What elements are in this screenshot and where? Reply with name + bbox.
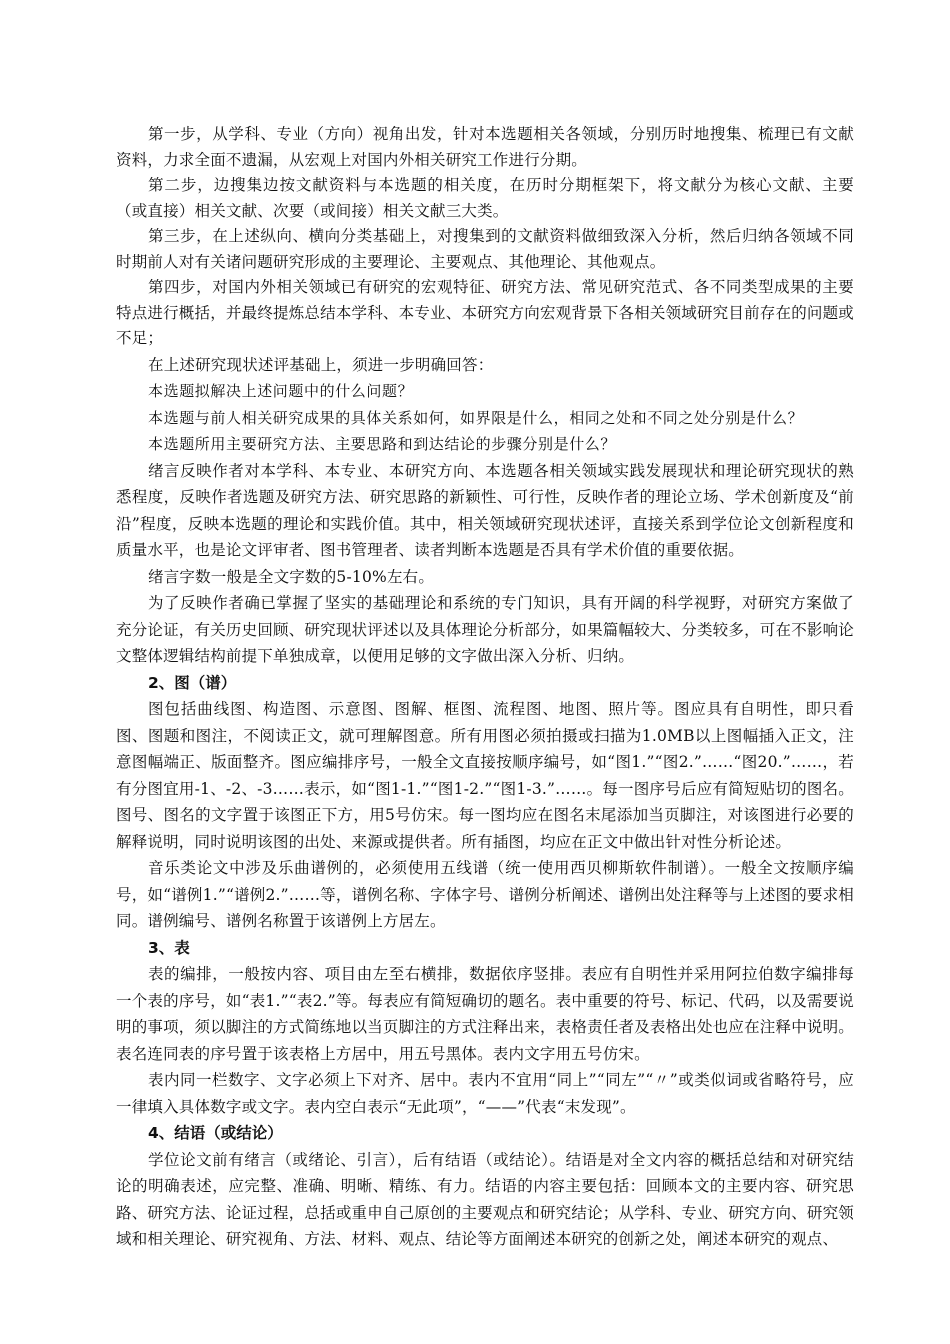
- section-heading-figures: 2、图（谱）: [148, 673, 237, 692]
- section-heading-tables: 3、表: [148, 938, 190, 957]
- document-page: [116, 122, 854, 1253]
- conclusion-paragraph: 学位论文前有绪言（或绪论、引言），后有结语（或结论）。结语是对全文内容的概括总结和对研究结论的明确表述，应完整、准确、明晰、精练、有力。结语的内容主要包括：回顾本文的主要内容、研究思路、研究方法、论证过程，总括或重申自己原创的主要观点和研究结论；从学科、专业、研究方向、研究领域和相关理论、研究视角、方法、材料、观点、结论等方面阐述本研究的创新之处，阐述本研究的观点、: [116, 1150, 854, 1248]
- step-2-paragraph: 第二步，边搜集边按文献资料与本选题的相关度，在历时分期框架下，将文献分为核心文献、主要（或直接）相关文献、次要（或间接）相关文献三大类。: [116, 176, 854, 220]
- intro-length-paragraph: 绪言字数一般是全文字数的5-10%左右。: [148, 567, 435, 586]
- question-3: 本选题所用主要研究方法、主要思路和到达结论的步骤分别是什么？: [148, 435, 617, 453]
- step-4-paragraph: 第四步，对国内外相关领域已有研究的宏观特征、研究方法、常见研究范式、各不同类型成果的主要特点进行概括，并最终提炼总结本学科、本专业、本研究方向宏观背景下各相关领域研究目前存在的问题或不足；: [116, 278, 854, 347]
- intro-chapter-paragraph: 为了反映作者确已掌握了坚实的基础理论和系统的专门知识，具有开阔的科学视野，对研究方案做了充分论证，有关历史回顾、研究现状评述以及具体理论分析部分，如果篇幅较大、分类较多，可在不影响论文整体逻辑结构前提下单独成章，以便用足够的文字做出深入分析、归纳。: [116, 594, 854, 665]
- step-3-paragraph: 第三步，在上述纵向、横向分类基础上，对搜集到的文献资料做细致深入分析，然后归纳各领域不同时期前人对有关诸问题研究形成的主要理论、主要观点、其他理论、其他观点。: [116, 227, 854, 271]
- question-1: 本选题拟解决上述问题中的什么问题？: [148, 382, 414, 400]
- figures-paragraph: 图包括曲线图、构造图、示意图、图解、框图、流程图、地图、照片等。图应具有自明性，即只看图、图题和图注，不阅读正文，就可理解图意。所有用图必须拍摄或扫描为1.0MB以上图幅插入正文，注意图幅端正、版面整齐。图应编排序号，一般全文直接按顺序编号，如“图1.”“图2.”……“图20.”……，若有分图宜用-1、-2、-3……表示，如“图1-1.”“图1-2.”“图1-3.”……。每一图序号后应有简短贴切的图名。图号、图名的文字置于该图正下方，用5号仿宋。每一图均应在图名末尾添加当页脚注，对该图进行必要的解释说明，同时说明该图的出处、来源或提供者。所有插图，均应在正文中做出针对性分析论述。: [116, 700, 854, 851]
- intro-role-paragraph: 绪言反映作者对本学科、本专业、本研究方向、本选题各相关领域实践发展现状和理论研究现状的熟悉程度，反映作者选题及研究方法、研究思路的新颖性、可行性，反映作者的理论立场、学术创新度及“前沿”程度，反映本选题的理论和实践价值。其中，相关领域研究现状述评，直接关系到学位论文创新程度和质量水平，也是论文评审者、图书管理者、读者判断本选题是否具有学术价值的重要依据。: [116, 461, 854, 559]
- question-2: 本选题与前人相关研究成果的具体关系如何，如界限是什么，相同之处和不同之处分别是什么？: [148, 408, 804, 427]
- questions-lead: 在上述研究现状述评基础上，须进一步明确回答：: [148, 355, 494, 374]
- music-score-paragraph: 音乐类论文中涉及乐曲谱例的，必须使用五线谱（统一使用西贝柳斯软件制谱）。一般全文按顺序编号，如“谱例1.”“谱例2.”……等，谱例名称、字体字号、谱例分析阐述、谱例出处注释等与上述图的要求相同。谱例编号、谱例名称置于该谱例上方居左。: [116, 859, 854, 930]
- step-1-paragraph: 第一步，从学科、专业（方向）视角出发，针对本选题相关各领域，分别历时地搜集、梳理已有文献资料，力求全面不遗漏，从宏观上对国内外相关研究工作进行分期。: [116, 125, 854, 169]
- table-cells-paragraph: 表内同一栏数字、文字必须上下对齐、居中。表内不宜用“同上”“同左”“〃”或类似词或省略符号，应一律填入具体数字或文字。表内空白表示“无此项”，“——”代表“末发现”。: [116, 1071, 854, 1116]
- section-heading-conclusion: 4、结语（或结论）: [148, 1124, 283, 1142]
- tables-paragraph: 表的编排，一般按内容、项目由左至右横排，数据依序竖排。表应有自明性并采用阿拉伯数字编排每一个表的序号，如“表1.”“表2.”等。每表应有简短确切的题名。表中重要的符号、标记、代码，以及需要说明的事项，须以脚注的方式简练地以当页脚注的方式注释出来，表格责任者及表格出处也应在注释中说明。表名连同表的序号置于该表格上方居中，用五号黑体。表内文字用五号仿宋。: [116, 965, 854, 1063]
